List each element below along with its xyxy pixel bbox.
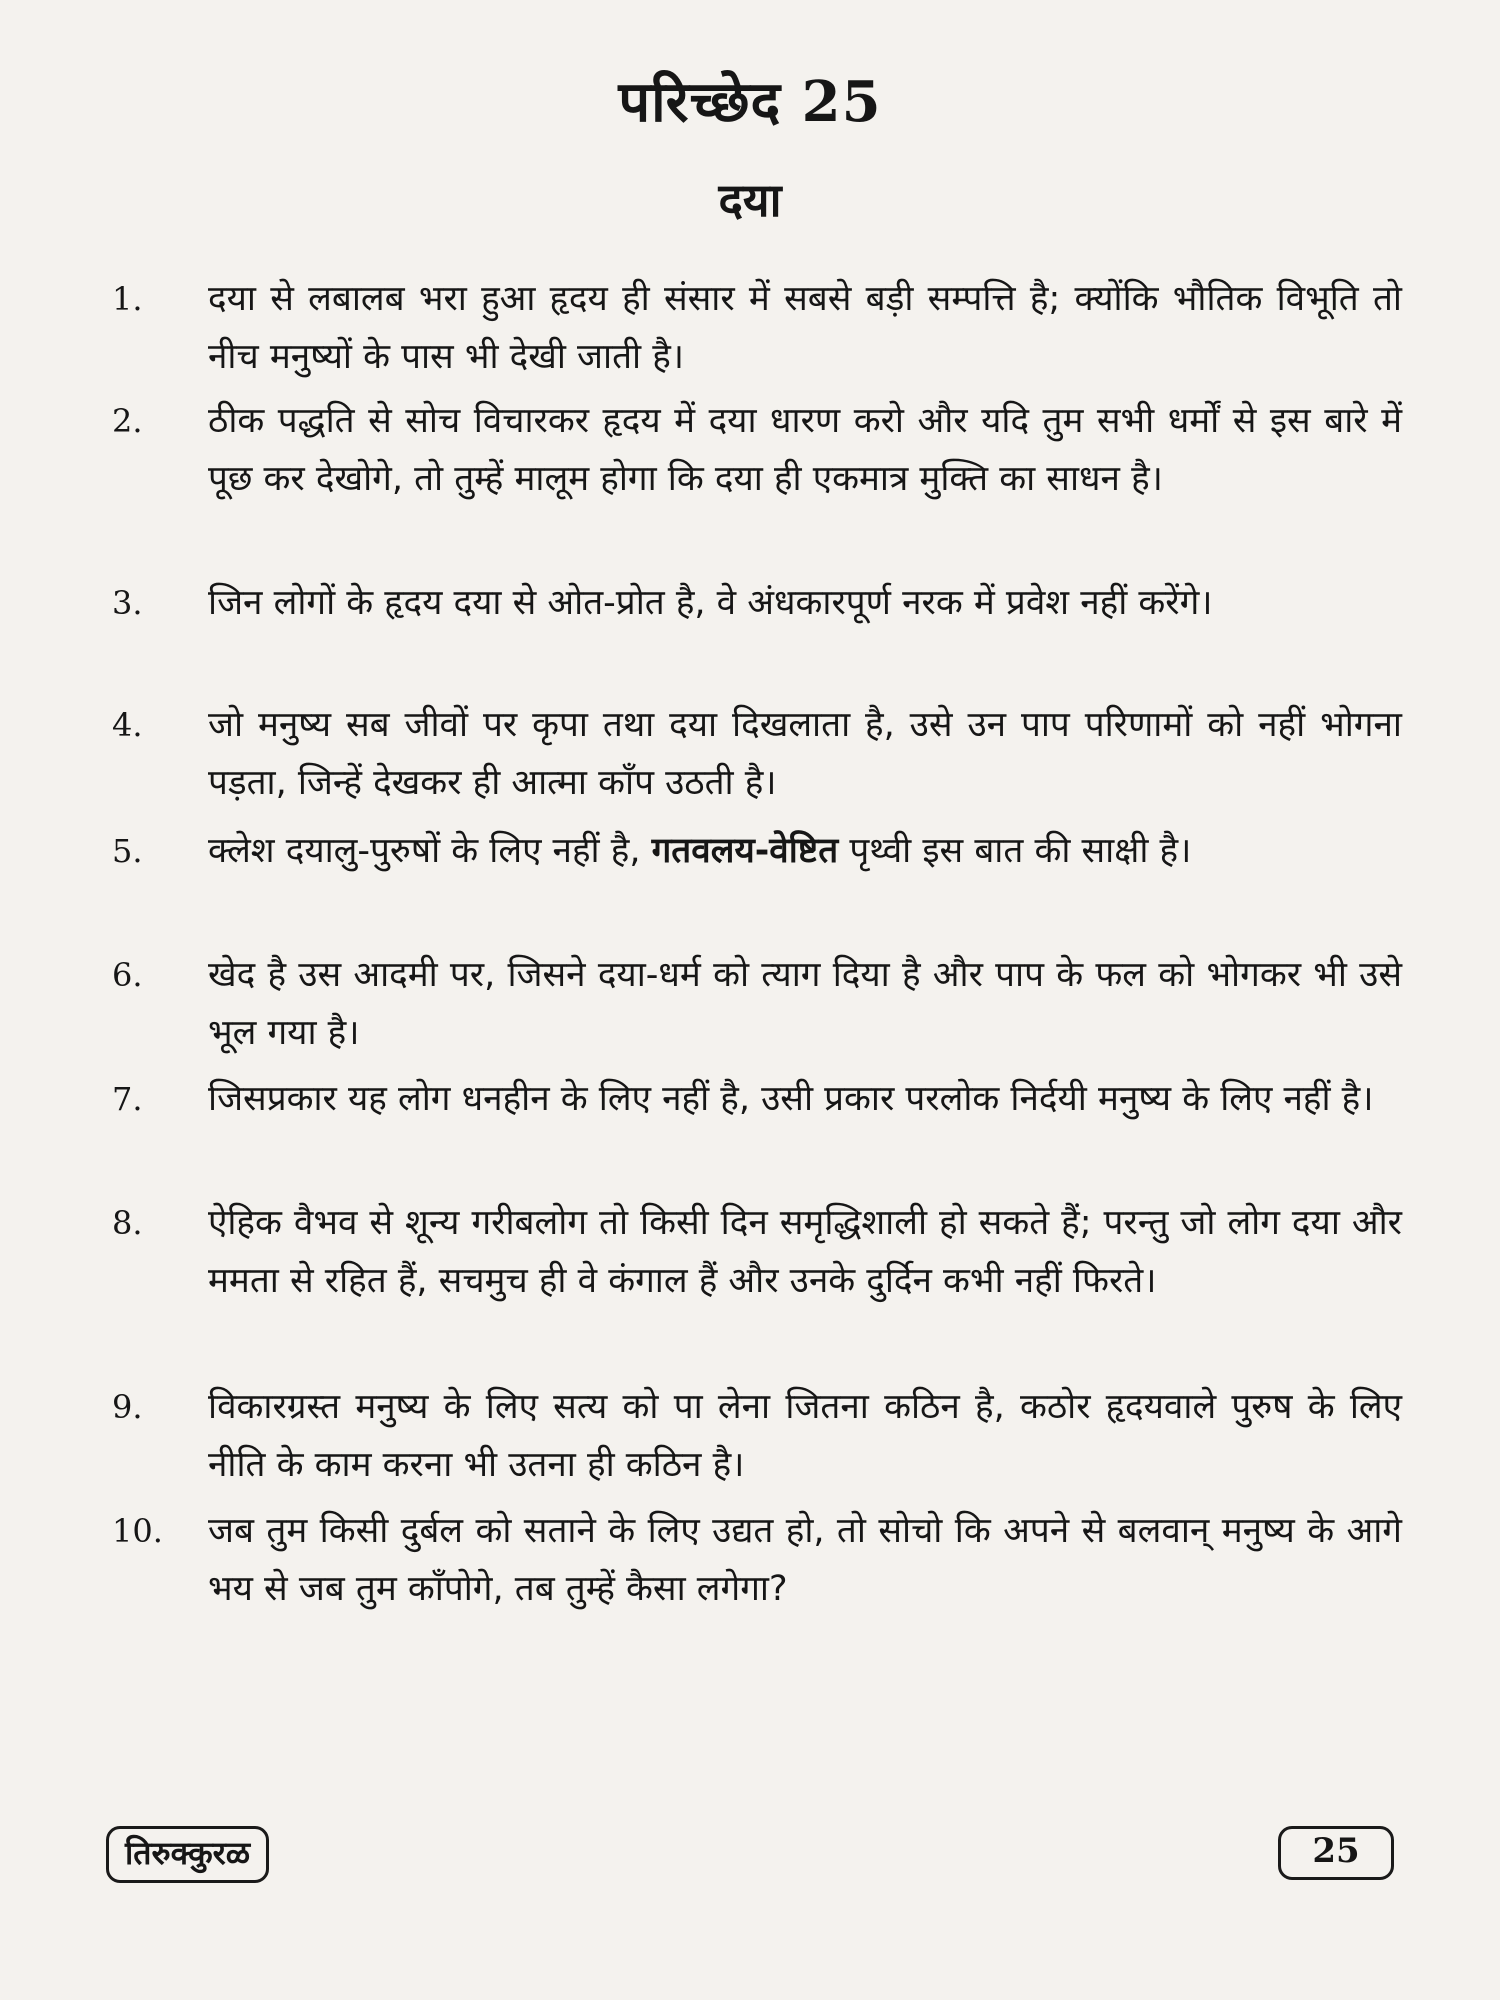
verse-text: विकारग्रस्त मनुष्य के लिए सत्य को पा लेना जितना कठिन है, कठोर हृदयवाले पुरुष के लिए नीति के काम करना भी उतना ही कठिन है। — [208, 1387, 1402, 1485]
verse-3 — [112, 574, 1402, 632]
verse-number: 1. — [112, 280, 143, 318]
verse-number: 3. — [112, 584, 143, 622]
verse-text: दया से लबालब भरा हुआ हृदय ही संसार में सबसे बड़ी सम्पत्ति है; क्योंकि भौतिक विभूति तो नीच मनुष्यों के पास भी देखी जाती है। — [208, 279, 1402, 377]
verse-4 — [112, 696, 1402, 812]
chapter-title: दया — [718, 173, 782, 227]
verse-1 — [112, 270, 1402, 386]
chapter-heading: परिच्छेद 25 — [618, 69, 882, 135]
verse-text: खेद है उस आदमी पर, जिसने दया-धर्म को त्याग दिया है और पाप के फल को भोगकर भी उसे भूल गया है। — [208, 955, 1402, 1053]
verse-text: जो मनुष्य सब जीवों पर कृपा तथा दया दिखलाता है, उसे उन पाप परिणामों को नहीं भोगना पड़ता, जिन्हें देखकर ही आत्मा काँप उठती है। — [208, 705, 1402, 803]
verse-number: 4. — [112, 706, 143, 744]
verse-text-part: पृथ्वी इस बात की साक्षी है। — [838, 831, 1192, 871]
verse-text: ठीक पद्धति से सोच विचारकर हृदय में दया धारण करो और यदि तुम सभी धर्मों से इस बारे में पूछ कर देखोगे, तो तुम्हें मालूम होगा कि दया ही एकमात्र मुक्ति का साधन है। — [208, 401, 1402, 499]
verse-10 — [112, 1502, 1402, 1618]
verse-number: 2. — [112, 402, 143, 440]
verse-9 — [112, 1378, 1402, 1494]
verse-number: 9. — [112, 1388, 143, 1426]
verse-text: ऐहिक वैभव से शून्य गरीबलोग तो किसी दिन समृद्धिशाली हो सकते हैं; परन्तु जो लोग दया और ममता से रहित हैं, सचमुच ही वे कंगाल हैं और उनके दुर्दिन कभी नहीं फिरते। — [208, 1203, 1402, 1301]
footer-book-title: तिरुक्कुरळ — [106, 1826, 269, 1883]
footer-page-number: 25 — [1278, 1826, 1394, 1880]
verse-number: 7. — [112, 1080, 143, 1118]
verse-text-part: क्लेश दयालु-पुरुषों के लिए नहीं है, — [208, 831, 652, 871]
verse-number: 5. — [112, 832, 143, 870]
verse-6 — [112, 946, 1402, 1062]
verse-text: जिसप्रकार यह लोग धनहीन के लिए नहीं है, उसी प्रकार परलोक निर्दयी मनुष्य के लिए नहीं है। — [208, 1079, 1374, 1119]
verse-2 — [112, 392, 1402, 508]
verse-number: 8. — [112, 1204, 143, 1242]
verse-number: 6. — [112, 956, 143, 994]
verse-number: 10. — [112, 1512, 163, 1550]
verse-text: जिन लोगों के हृदय दया से ओत-प्रोत है, वे अंधकारपूर्ण नरक में प्रवेश नहीं करेंगे। — [208, 583, 1213, 623]
verse-bold-term: गतवलय-वेष्टित — [651, 831, 839, 871]
verse-text — [208, 822, 1402, 880]
verse-5 — [112, 822, 1402, 880]
verse-text: जब तुम किसी दुर्बल को सताने के लिए उद्यत हो, तो सोचो कि अपने से बलवान् मनुष्य के आगे भय से जब तुम काँपोगे, तब तुम्हें कैसा लगेगा? — [208, 1511, 1402, 1609]
verse-8 — [112, 1194, 1402, 1310]
verse-7 — [112, 1070, 1402, 1128]
